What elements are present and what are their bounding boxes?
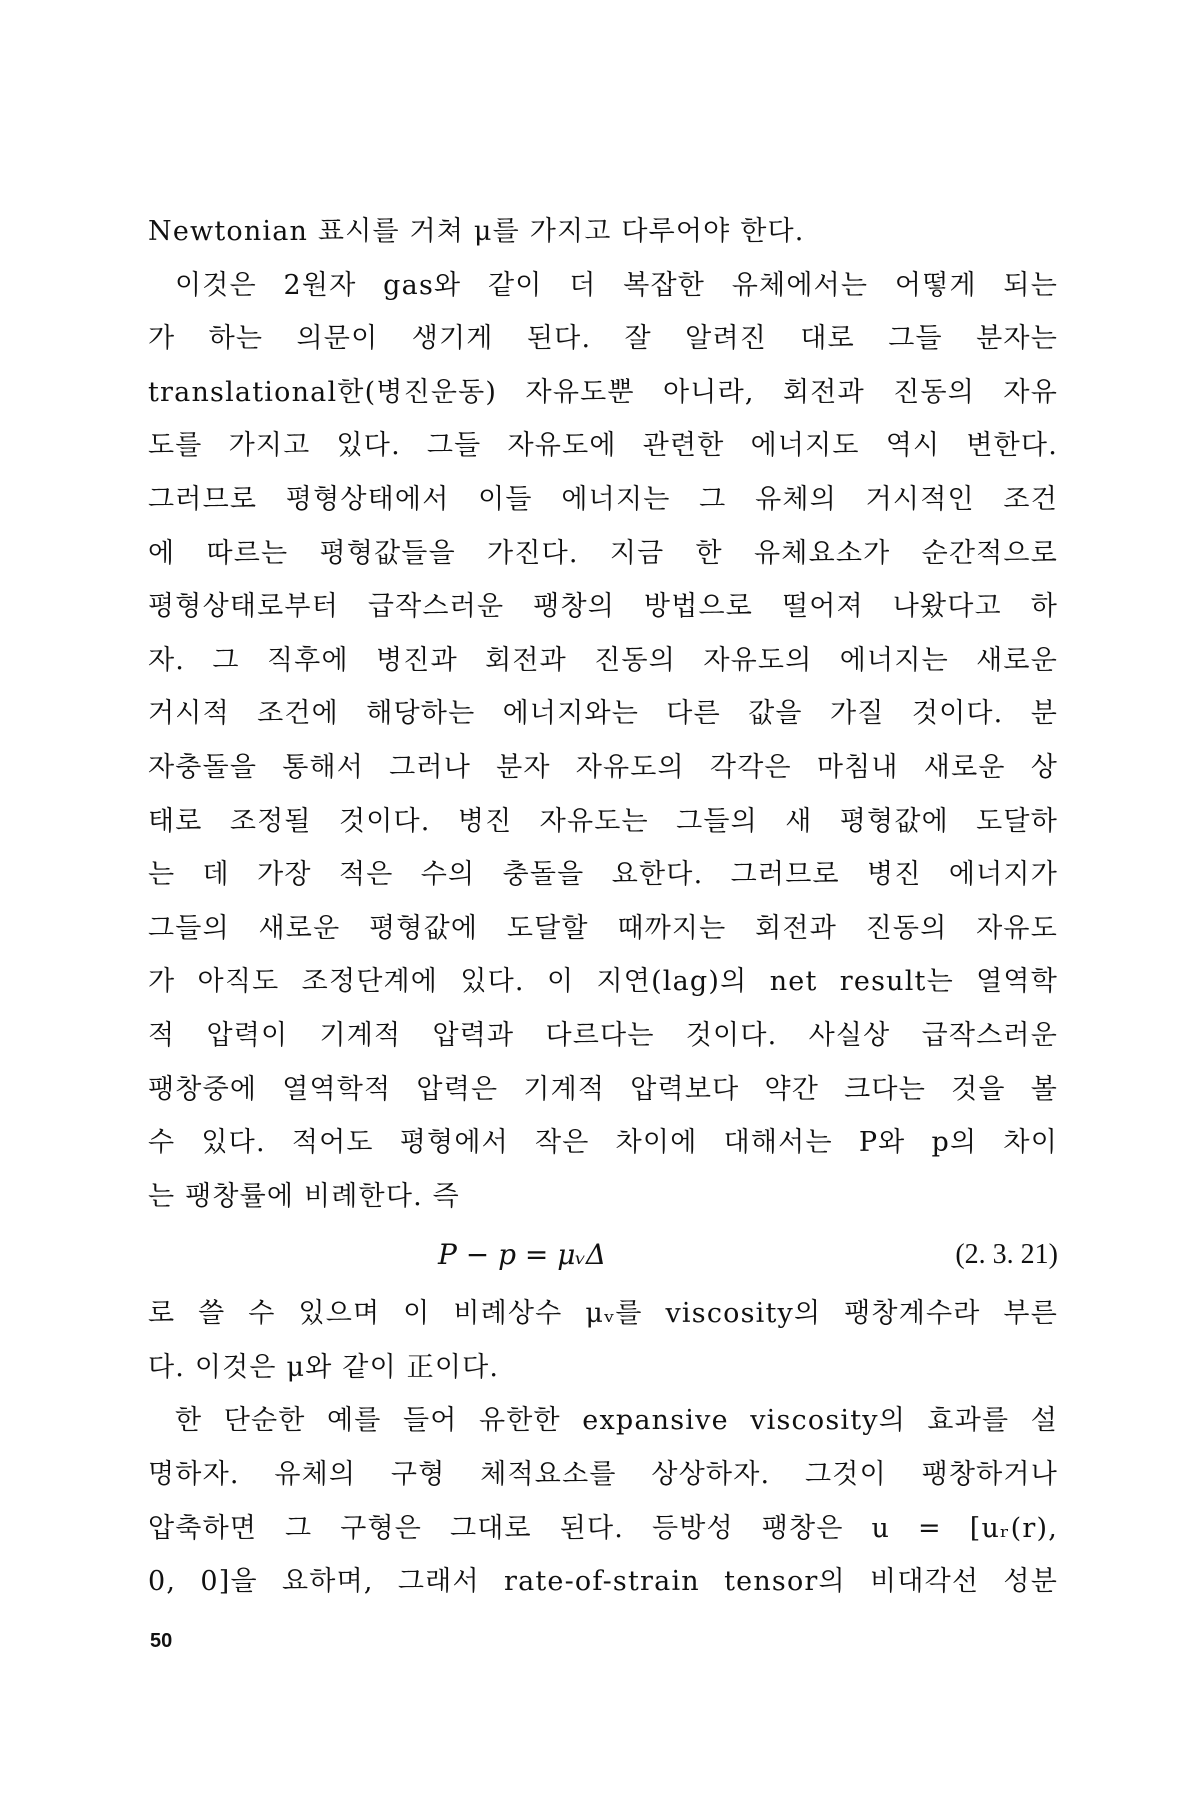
equation-body: P − p = μᵥΔ — [438, 1238, 607, 1272]
text-line: 자충돌을 통해서 그러나 분자 자유도의 각각은 마침내 새로운 상 — [148, 751, 1058, 783]
equation-2-3-21 — [148, 1223, 1058, 1287]
text-line: 수 있다. 적어도 평형에서 작은 차이에 대해서는 P와 p의 차이 — [148, 1127, 1058, 1159]
paragraph-4 — [148, 1394, 1058, 1608]
text-line: 이것은 2원자 gas와 같이 더 복잡한 유체에서는 어떻게 되는 — [175, 269, 1058, 301]
text-line: 팽창중에 열역학적 압력은 기계적 압력보다 약간 크다는 것을 볼 — [148, 1073, 1058, 1105]
text-line: 적 압력이 기계적 압력과 다르다는 것이다. 사실상 급작스러운 — [148, 1019, 1058, 1051]
text-line: 에 따르는 평형값들을 가진다. 지금 한 유체요소가 순간적으로 — [148, 537, 1058, 569]
text-line: 평형상태로부터 급작스러운 팽창의 방법으로 떨어져 나왔다고 하 — [148, 591, 1058, 623]
text-line: 0, 0]을 요하며, 그래서 rate-of-strain tensor의 비대각선 성분 — [148, 1566, 1058, 1598]
text-line: 는 데 가장 적은 수의 충돌을 요한다. 그러므로 병진 에너지가 — [148, 859, 1058, 891]
equation-number: (2. 3. 21) — [955, 1239, 1058, 1271]
text-line: translational한(병진운동) 자유도뿐 아니라, 회전과 진동의 자유 — [148, 376, 1058, 408]
text-line: 태로 조정될 것이다. 병진 자유도는 그들의 새 평형값에 도달하 — [148, 805, 1058, 837]
text-line: 다. 이것은 μ와 같이 正이다. — [148, 1351, 500, 1383]
text-line: 한 단순한 예를 들어 유한한 expansive viscosity의 효과를 설 — [175, 1405, 1058, 1437]
text-line: Newtonian 표시를 거쳐 μ를 가지고 다루어야 한다. — [148, 216, 805, 247]
paragraph-3 — [148, 1287, 1058, 1394]
text-line: 그들의 새로운 평형값에 도달할 때까지는 회전과 진동의 자유도 — [148, 912, 1058, 944]
text-line: 는 팽창률에 비례한다. 즉 — [148, 1180, 460, 1212]
text-line: 자. 그 직후에 병진과 회전과 진동의 자유도의 에너지는 새로운 — [148, 644, 1058, 676]
page-body — [148, 205, 1058, 1609]
paragraph-2 — [148, 259, 1058, 1224]
text-line: 가 하는 의문이 생기게 된다. 잘 알려진 대로 그들 분자는 — [148, 323, 1058, 355]
text-line: 거시적 조건에 해당하는 에너지와는 다른 값을 가질 것이다. 분 — [148, 698, 1058, 730]
page-number: 50 — [150, 1630, 173, 1652]
text-line: 명하자. 유체의 구형 체적요소를 상상하자. 그것이 팽창하거나 — [148, 1459, 1058, 1491]
text-line: 압축하면 그 구형은 그대로 된다. 등방성 팽창은 u = [uᵣ(r), — [148, 1512, 1058, 1544]
text-line: 로 쓸 수 있으며 이 비례상수 μᵥ를 viscosity의 팽창계수라 부른 — [148, 1298, 1058, 1330]
text-line: 가 아직도 조정단계에 있다. 이 지연(lag)의 net result는 열역학 — [148, 966, 1058, 998]
text-line: 그러므로 평형상태에서 이들 에너지는 그 유체의 거시적인 조건 — [148, 483, 1058, 515]
text-line: 도를 가지고 있다. 그들 자유도에 관련한 에너지도 역시 변한다. — [148, 430, 1058, 462]
paragraph-1 — [148, 205, 1058, 259]
